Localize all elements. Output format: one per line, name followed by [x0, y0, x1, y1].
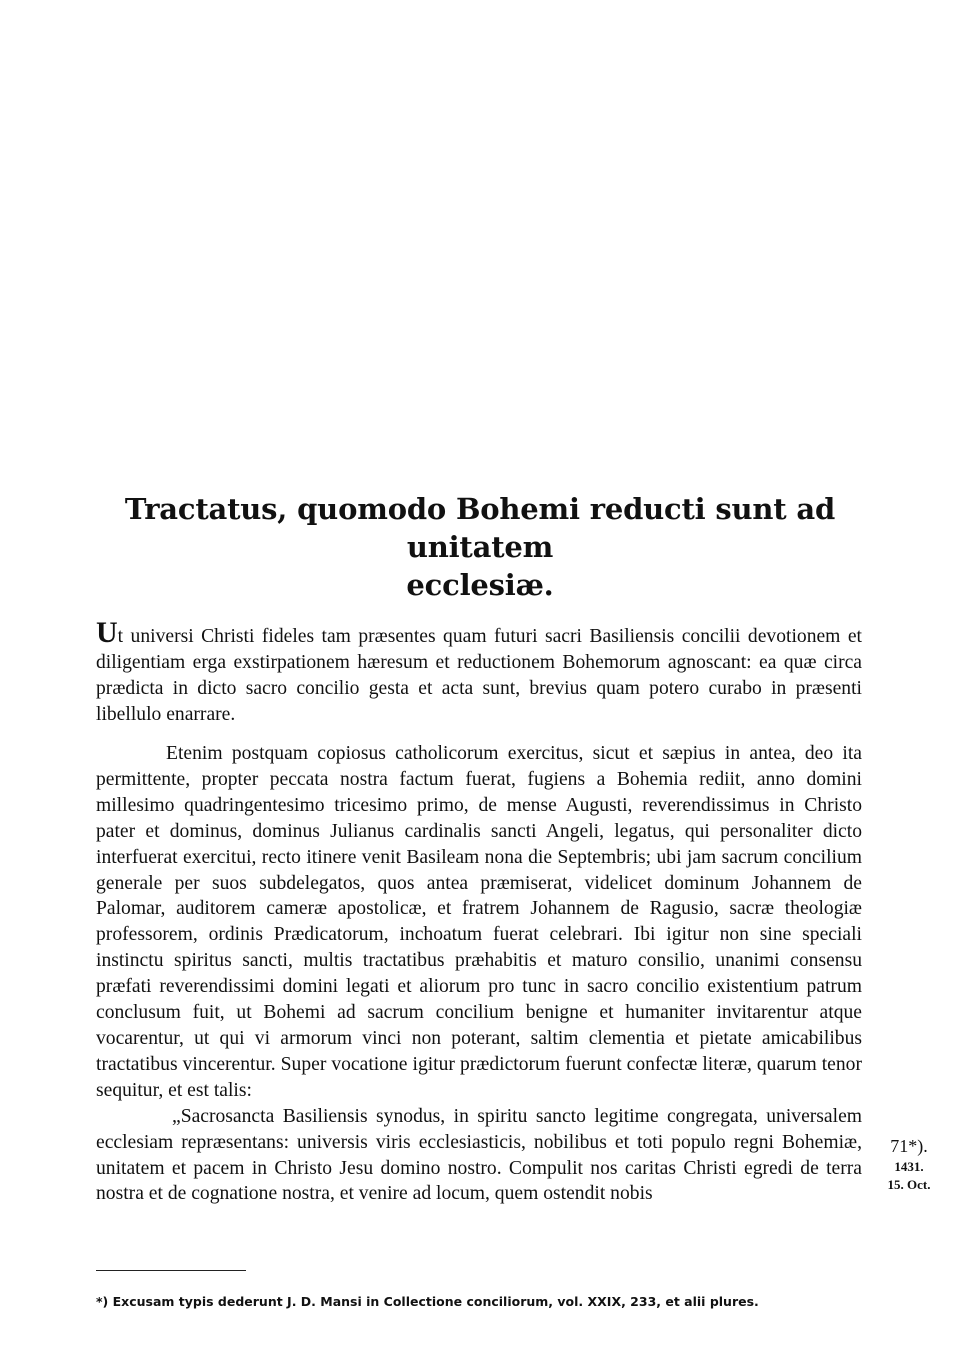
document-title [96, 490, 864, 604]
title-line-1: Tractatus, quomodo Bohemi reducti sunt ad unitatem [124, 492, 836, 564]
margin-document-number: 71*). [890, 1136, 928, 1156]
footnote-separator [96, 1270, 246, 1271]
main-text-block [96, 741, 862, 1207]
margin-date: 15. Oct. [887, 1177, 931, 1192]
intro-text: t universi Christi fideles tam præsentes quam futuri sacri Basiliensis concilii devotionem et diligentiam erga exstirpationem hæresum et reductionem Bohemorum agnoscant: ea quæ circa prædicta in dicto sacro concilio gesta et acta sunt, brevius quam potero curabo in præsenti libellulo enarrare. [96, 626, 862, 725]
footnote: *) Excusam typis dederunt J. D. Mansi in Collectione conciliorum, vol. XXIX, 233, et alii plures. [96, 1294, 759, 1309]
margin-note [874, 1134, 944, 1194]
title-line-2: ecclesiæ. [406, 568, 554, 602]
drop-cap: U [96, 616, 118, 649]
intro-paragraph [96, 616, 862, 728]
quoted-letter: „Sacrosancta Basiliensis synodus, in spiritu sancto legitime congregata, universalem ecclesiam repræsentans: universis viris ecclesiasticis, nobilibus et toti populo regni Bohemiæ, unitatem et pacem in Christo Jesu domino nostro. Compulit nos caritas Christi egredi de terra nostra et de cognatione nostra, et venire ad locum, quem ostendit nobis [96, 1105, 862, 1205]
paragraph-2: Etenim postquam copiosus catholicorum exercitus, sicut et sæpius in antea, deo ita permittente, propter peccata nostra factum fuerat, fugiens a Bohemia rediit, anno domini millesimo quadringentesimo tricesimo primo, de mense Augusti, reverendissimus in Christo pater et dominus, dominus Julianus cardinalis sancti Angeli, legatus, qui personaliter dicto interfuerat exercitui, recto itinere venit Basileam nona die Septembris; ubi jam sacrum concilium generale per suos subdelegatos, quos antea præmiserat, videlicet dominum Johannem de Palomar, auditorem cameræ apostolicæ, et fratrem Johannem de Ragusio, sacræ theologiæ professorem, ordinis Prædicatorum, inchoatum fuerat celebrari. Ibi igitur non sine speciali instinctu spiritus sancti, multis tractatibus præhabitis et maturo consilio, unanimi consensu præfati reverendissimi domini legati et aliorum pro tunc in sacro concilio existentium patrum conclusum fuit, ut Bohemi ad sacrum concilium benigne et humaniter invitarentur atque vocarentur, ut qui vi armorum vinci non poterant, saltim clementia et pietate amicabilibus tractatibus vincerentur. Super vocatione igitur prædictorum fuerunt confectæ literæ, quarum tenor sequitur, et est talis: [96, 743, 862, 1101]
margin-year: 1431. [894, 1159, 924, 1174]
